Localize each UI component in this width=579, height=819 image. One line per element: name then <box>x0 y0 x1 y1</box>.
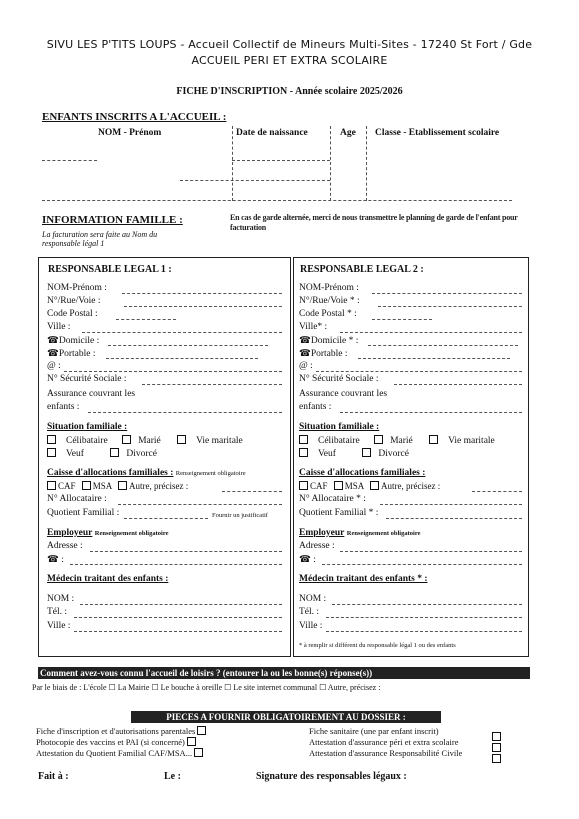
resp2-mobile-label: Portable : <box>310 349 348 359</box>
resp2-ssn-field[interactable] <box>394 384 522 385</box>
checkbox[interactable] <box>299 448 308 457</box>
resp1-name-field[interactable] <box>122 293 282 294</box>
resp2-insurance-field[interactable] <box>340 412 522 413</box>
signature-label: Signature des responsables légaux : <box>256 771 407 782</box>
header-line-2: ACCUEIL PERI ET EXTRA SCOLAIRE <box>191 54 388 67</box>
checkbox[interactable] <box>177 435 186 444</box>
resp1-med-name-field[interactable] <box>80 604 282 605</box>
resp2-mobile-field[interactable] <box>358 358 510 359</box>
fait-a-label: Fait à : <box>38 771 69 782</box>
option-label: MSA <box>92 481 112 491</box>
billing-note: La facturation sera faite au Nom du responsable légal 1 <box>42 230 158 248</box>
resp1-address-field[interactable] <box>90 551 282 552</box>
col-age: Age <box>340 128 356 138</box>
checkbox[interactable] <box>197 726 206 735</box>
how-banner: Comment avez-vous connu l'accueil de loisirs ? (entourer la ou les bonne(s) réponse(s)) <box>38 667 530 679</box>
resp2-home-label: Domicile * : <box>310 336 359 346</box>
col-class: Classe - Etablissement scolaire <box>375 128 500 138</box>
resp1-name-label: NOM-Prénom : <box>47 283 107 293</box>
resp2-insurance-label: Assurance couvrant les <box>299 389 388 399</box>
col-divider <box>330 126 331 201</box>
resp1-mobile-label: Portable : <box>58 349 96 359</box>
resp1-employeur-label: Employeur <box>47 528 93 538</box>
phone-icon: ☎ <box>47 336 59 346</box>
col-divider <box>366 126 367 201</box>
resp2-home-field[interactable] <box>368 345 518 346</box>
resp2-med-name-field[interactable] <box>332 604 522 605</box>
justificatif-note: Fournir un justificatif <box>212 512 268 519</box>
resp1-med-tel-label: Tél. : <box>47 607 68 617</box>
option-label: Autre, précisez : <box>129 481 189 491</box>
resp1-mobile-field[interactable] <box>106 358 258 359</box>
resp2-situation-title: Situation familiale : <box>299 422 380 432</box>
child-row-line[interactable] <box>42 200 512 201</box>
resp1-children-label: enfants : <box>47 402 80 412</box>
option-label: Divorcé <box>378 449 409 459</box>
checkbox[interactable] <box>299 435 308 444</box>
checkbox[interactable] <box>299 481 308 490</box>
resp2-city-field[interactable] <box>340 332 522 333</box>
resp2-children-label: enfants : <box>299 402 332 412</box>
resp2-email-field[interactable] <box>316 371 522 372</box>
resp2-med-tel-field[interactable] <box>326 617 522 618</box>
col-divider <box>232 126 233 201</box>
resp1-allocataire-field[interactable] <box>118 504 282 505</box>
resp2-city-label: Ville* : <box>299 322 328 332</box>
doc-item: Attestation du Quotient Familial CAF/MSA... <box>36 748 193 758</box>
checkbox[interactable] <box>122 435 131 444</box>
doc-item: Fiche sanitaire (une par enfant inscrit) <box>309 726 439 736</box>
resp1-email-label: @ : <box>47 361 61 371</box>
date-label: Le : <box>164 771 181 782</box>
resp1-home-label: Domicile : <box>58 336 100 346</box>
resp2-address-field[interactable] <box>340 551 522 552</box>
child-row-line[interactable] <box>232 160 330 161</box>
checkbox[interactable] <box>334 481 343 490</box>
option-label: Divorcé <box>126 449 157 459</box>
resp2-med-city-field[interactable] <box>326 631 522 632</box>
resp1-email-field[interactable] <box>64 371 282 372</box>
checkbox[interactable] <box>362 448 371 457</box>
resp2-footnote: * à remplir si différent du responsable légal 1 ou des enfants <box>299 642 456 649</box>
resp2-caisse-other-field[interactable] <box>472 491 522 492</box>
resp2-street-label: N°/Rue/Voie * : <box>299 296 360 306</box>
option-label: Vie maritale <box>448 436 495 446</box>
resp2-street-field[interactable] <box>378 306 522 307</box>
resp1-med-city-field[interactable] <box>74 631 282 632</box>
header-line-1: SIVU LES P'TITS LOUPS - Accueil Collectif de Mineurs Multi-Sites - 17240 St Fort / Gde <box>46 38 533 51</box>
resp1-med-tel-field[interactable] <box>74 617 282 618</box>
resp2-med-city-label: Ville : <box>299 621 323 631</box>
phone-icon: ☎ <box>299 336 311 346</box>
resp1-postal-label: Code Postal : <box>47 309 98 319</box>
resp2-employeur-label: Employeur <box>299 528 345 538</box>
resp2-medecin-title: Médecin traitant des enfants * : <box>299 574 428 584</box>
resp1-employer-phone-field[interactable] <box>70 564 282 565</box>
resp2-name-label: NOM-Prénom : <box>299 283 359 293</box>
option-label: Célibataire <box>318 436 360 446</box>
resp1-home-field[interactable] <box>108 345 268 346</box>
resp2-address-label: Adresse : <box>299 541 335 551</box>
checkbox[interactable] <box>370 481 379 490</box>
checkbox[interactable] <box>429 435 438 444</box>
resp1-city-label: Ville : <box>47 322 71 332</box>
phone-icon: ☎ <box>47 555 59 565</box>
resp2-employer-phone-field[interactable] <box>322 564 522 565</box>
phone-icon: ☎ <box>299 349 311 359</box>
required-note: Renseignement obligatoire <box>346 530 421 537</box>
resp2-postal-field[interactable] <box>372 319 432 320</box>
resp2-quotient-label: Quotient Familial * : <box>299 508 379 518</box>
option-label: Vie maritale <box>196 436 243 446</box>
option-label: CAF <box>310 481 328 491</box>
resp2-quotient-field[interactable] <box>386 518 522 519</box>
resp1-allocataire-label: N° Allocataire : <box>47 494 107 504</box>
doc-item: Attestation d'assurance péri et extra scolaire <box>309 737 459 747</box>
phone-icon: ☎ <box>47 349 59 359</box>
required-note: Renseignement obligatoire <box>94 530 169 537</box>
checkbox[interactable] <box>118 481 127 490</box>
doc-item: Fiche d'inscription et d'autorisations parentales <box>36 726 196 736</box>
children-section-title: ENFANTS INSCRITS A L'ACCUEIL : <box>42 111 227 123</box>
option-label: CAF <box>58 481 76 491</box>
resp1-quotient-label: Quotient Familial : <box>47 508 120 518</box>
option-label: Veuf <box>66 449 84 459</box>
resp1-street-label: N°/Rue/Voie : <box>47 296 101 306</box>
resp1-address-label: Adresse : <box>47 541 83 551</box>
resp2-employer-phone-label: : <box>313 555 316 565</box>
resp1-quotient-field[interactable] <box>124 518 208 519</box>
resp1-med-name-label: NOM : <box>47 594 75 604</box>
doc-item: Attestation d'assurance Responsabilité Civile <box>309 748 463 758</box>
doc-item: Photocopie des vaccins et PAI (si concerné) <box>36 737 185 747</box>
resp2-ssn-label: N° Sécurité Sociale : <box>299 374 379 384</box>
checkbox[interactable] <box>492 754 501 763</box>
resp2-postal-label: Code Postal * : <box>299 309 357 319</box>
resp1-insurance-label: Assurance couvrant les <box>47 389 136 399</box>
checkbox[interactable] <box>374 435 383 444</box>
checkbox[interactable] <box>82 481 91 490</box>
resp1-situation-title: Situation familiale : <box>47 422 128 432</box>
resp2-allocataire-field[interactable] <box>380 504 522 505</box>
phone-icon: ☎ <box>299 555 311 565</box>
how-line[interactable]: Par le biais de : L'école ☐ La Mairie ☐ Le bouche à oreille ☐ Le site internet communal ☐ Autre, précisez : <box>32 683 381 692</box>
child-row-line[interactable] <box>180 180 330 181</box>
checkbox[interactable] <box>110 448 119 457</box>
checkbox[interactable] <box>194 748 203 757</box>
option-label: MSA <box>344 481 364 491</box>
resp1-title: RESPONSABLE LEGAL 1 : <box>48 264 172 275</box>
option-label: Marié <box>390 436 413 446</box>
child-row-line[interactable] <box>42 160 97 161</box>
resp1-insurance-field[interactable] <box>88 412 282 413</box>
checkbox[interactable] <box>187 737 196 746</box>
resp1-city-field[interactable] <box>82 332 282 333</box>
resp1-employer-phone-label: : <box>61 555 64 565</box>
resp1-street-field[interactable] <box>124 306 282 307</box>
col-name: NOM - Prénom <box>98 128 162 138</box>
checkbox[interactable] <box>47 435 56 444</box>
resp1-caisse-other-field[interactable] <box>222 491 282 492</box>
resp1-ssn-label: N° Sécurité Sociale : <box>47 374 127 384</box>
resp1-medecin-title: Médecin traitant des enfants : <box>47 574 169 584</box>
option-label: Veuf <box>318 449 336 459</box>
alternate-custody-note: En cas de garde alternée, merci de nous transmettre le planning de garde de l'enfant pour facturation <box>230 213 518 232</box>
resp2-email-label: @ : <box>299 361 313 371</box>
page-title: FICHE D'INSCRIPTION - Année scolaire 2025/2026 <box>176 86 403 97</box>
family-section-title: INFORMATION FAMILLE : <box>42 214 183 226</box>
checkbox[interactable] <box>47 448 56 457</box>
col-birthdate: Date de naissance <box>236 128 308 138</box>
resp2-caisse-title: Caisse d'allocations familiales : <box>299 468 426 478</box>
resp1-ssn-field[interactable] <box>142 384 282 385</box>
resp2-med-name-label: NOM : <box>299 594 327 604</box>
resp2-med-tel-label: Tél. : <box>299 607 320 617</box>
resp1-med-city-label: Ville : <box>47 621 71 631</box>
option-label: Marié <box>138 436 161 446</box>
checkbox[interactable] <box>47 481 56 490</box>
required-note: Renseignement obligatoire <box>175 470 246 477</box>
resp1-postal-field[interactable] <box>116 319 176 320</box>
resp2-title: RESPONSABLE LEGAL 2 : <box>300 264 424 275</box>
option-label: Célibataire <box>66 436 108 446</box>
resp2-name-field[interactable] <box>372 293 522 294</box>
resp2-allocataire-label: N° Allocataire * : <box>299 494 366 504</box>
docs-banner: PIECES A FOURNIR OBLIGATOIREMENT AU DOSSIER : <box>131 711 441 723</box>
resp1-caisse-title: Caisse d'allocations familiales : <box>47 468 174 478</box>
option-label: Autre, précisez : <box>381 481 441 491</box>
